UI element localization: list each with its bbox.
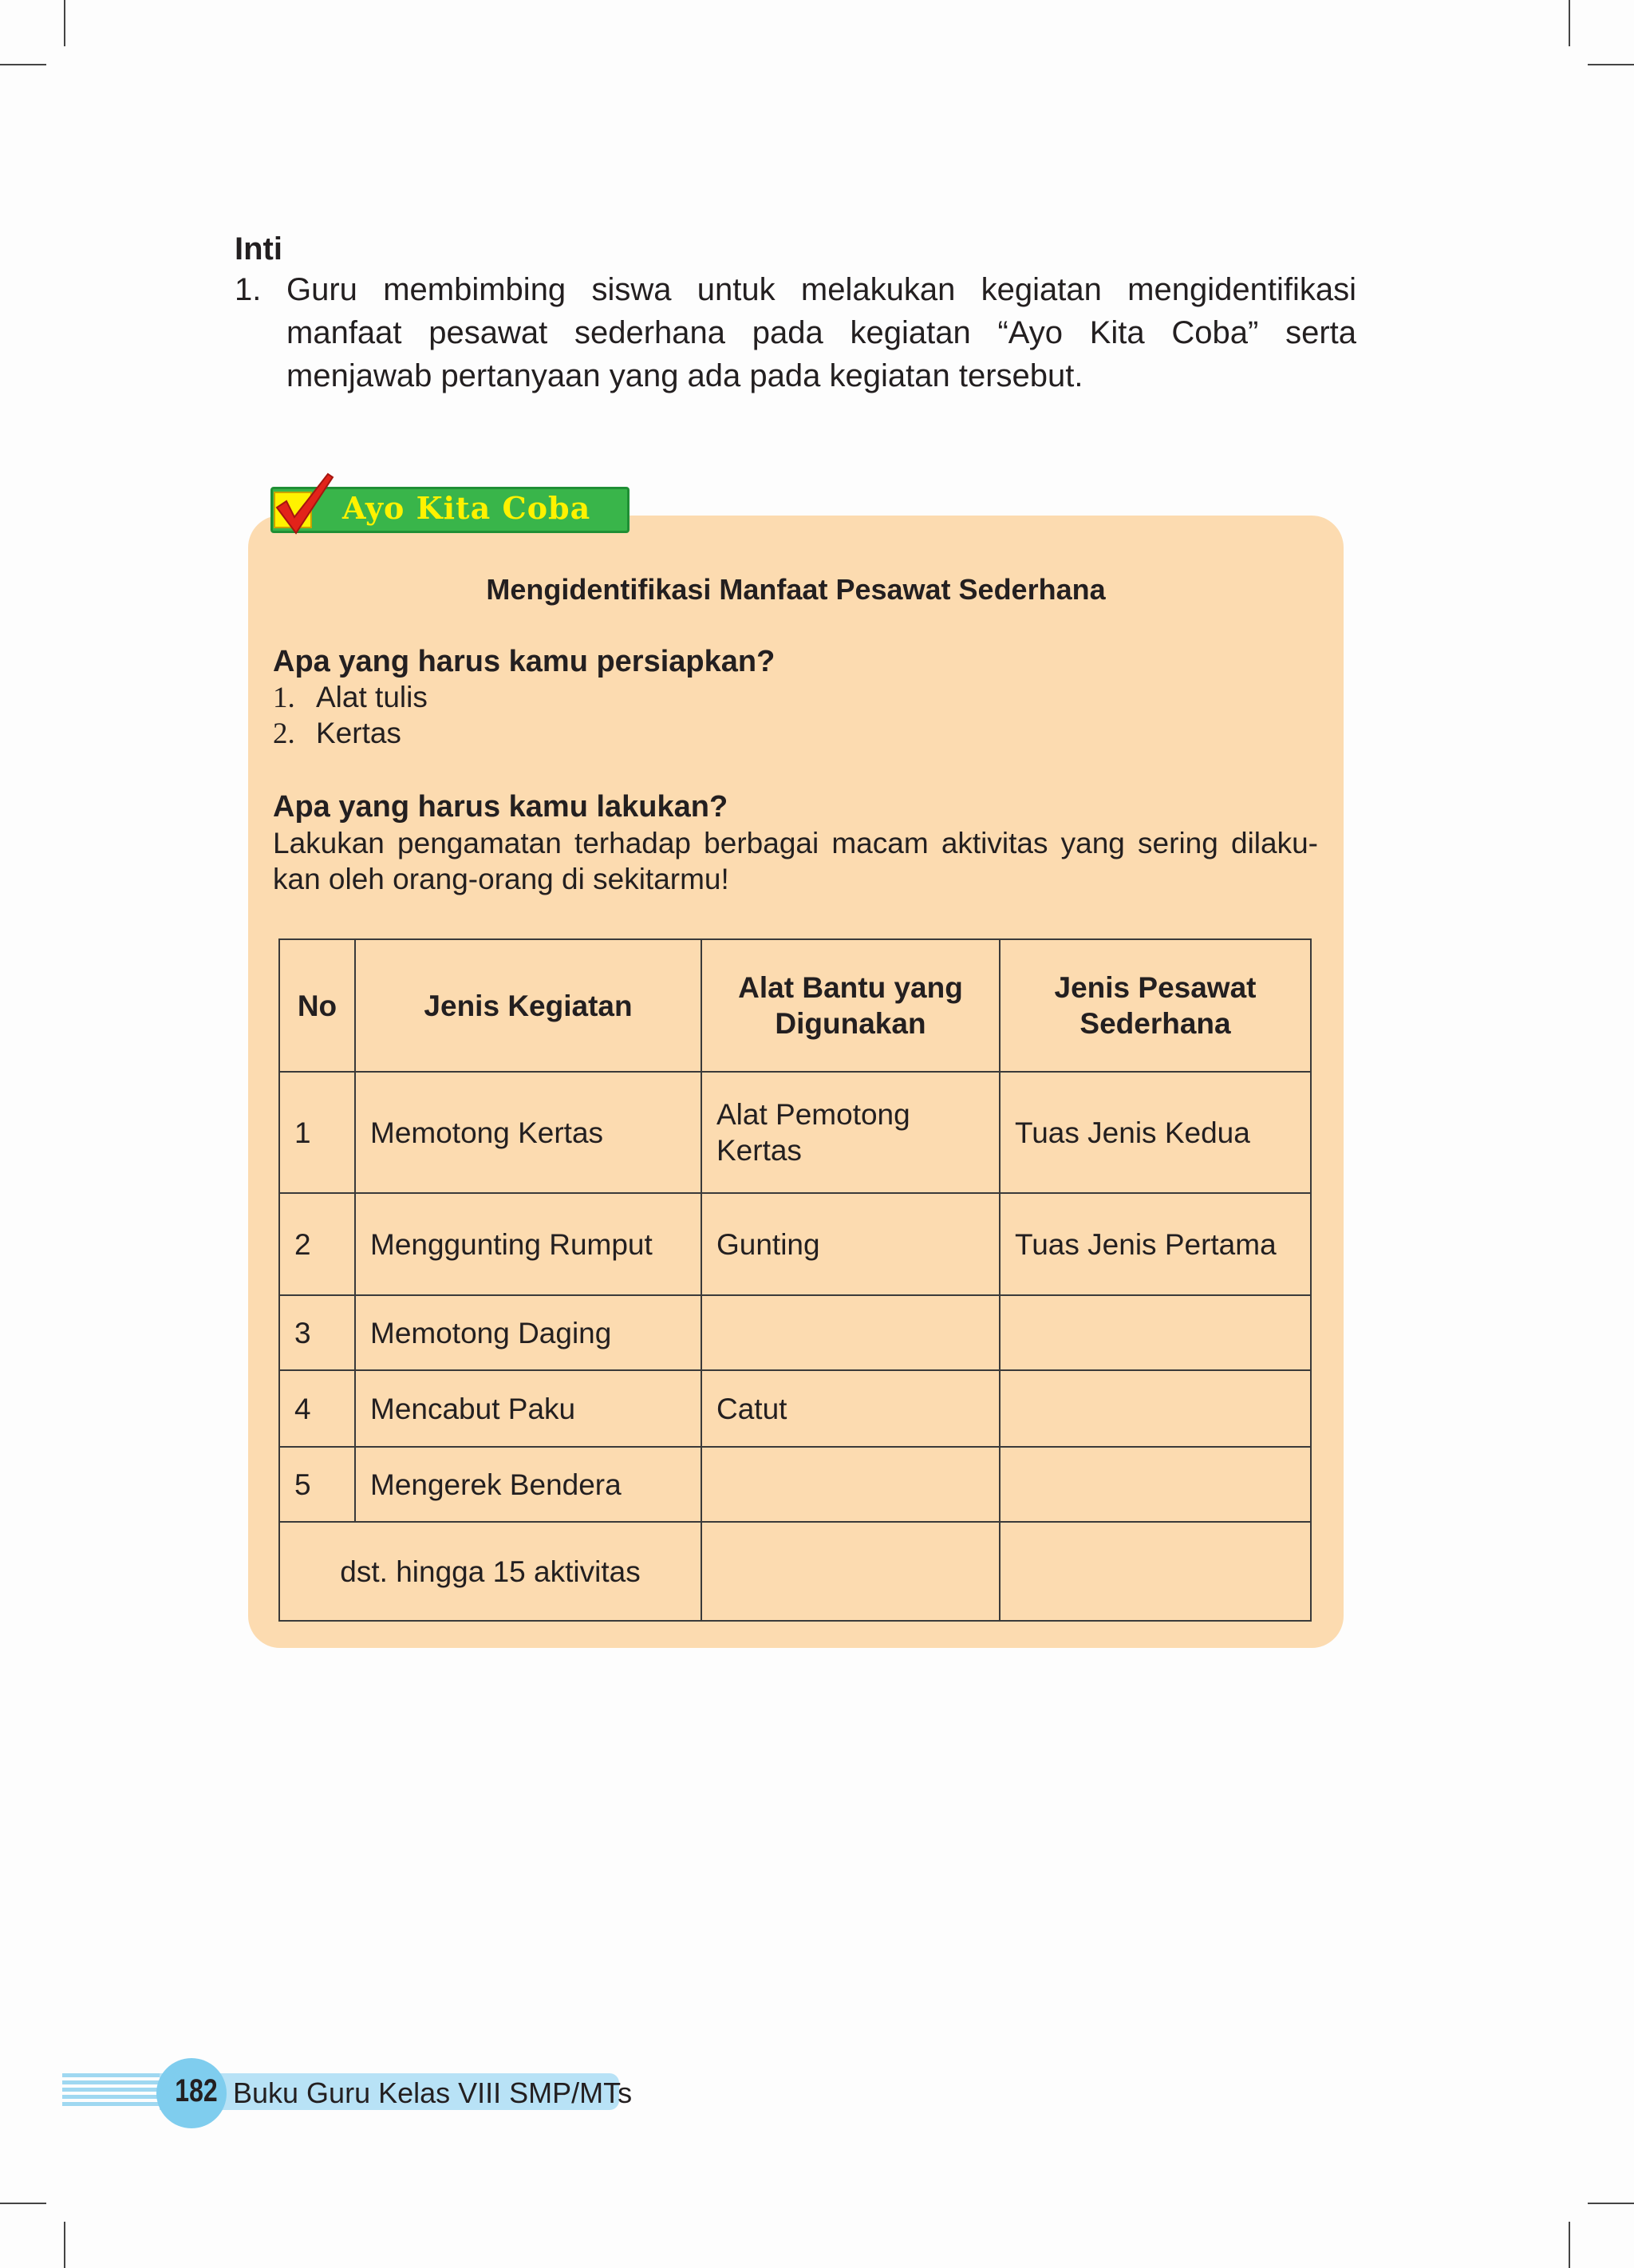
table-cell: [701, 1447, 1000, 1522]
prepare-item-number: 1.: [273, 682, 295, 714]
table-header: Jenis Pesawat Sederhana: [1000, 939, 1311, 1072]
table-cell: [1000, 1370, 1311, 1447]
book-title: Buku Guru Kelas VIII SMP/MTs: [233, 2076, 633, 2109]
section-title: Inti: [235, 231, 282, 267]
table-row: [279, 1522, 1311, 1621]
crop-mark: [1569, 0, 1570, 46]
intro-text: Guru membimbing siswa untuk melakukan kegiatan mengidentifikasi manfaat pesawat sederhana pada kegiatan “Ayo Kita Coba” serta menjawab pertanyaan yang ada pada kegiatan tersebut.: [286, 272, 1356, 393]
table-row: [279, 1295, 1311, 1370]
table-cell: Catut: [701, 1370, 1000, 1447]
activity-title: Mengidentifikasi Manfaat Pesawat Sederhana: [486, 573, 1106, 606]
prepare-item-label: Alat tulis: [316, 681, 428, 713]
crop-mark: [0, 64, 46, 65]
crop-mark: [1588, 64, 1634, 65]
table-cell: Tuas Jenis Kedua: [1000, 1072, 1311, 1193]
table-header: No: [279, 939, 355, 1072]
crop-mark: [64, 0, 65, 46]
table-cell: Mencabut Paku: [355, 1370, 701, 1447]
table-cell: 4: [279, 1370, 355, 1447]
intro-number: 1.: [235, 272, 262, 307]
table-cell: Memotong Daging: [355, 1295, 701, 1370]
crop-mark: [0, 2203, 46, 2204]
crop-mark: [64, 2222, 65, 2268]
table-cell: Menggunting Rumput: [355, 1193, 701, 1295]
table-cell: Gunting: [701, 1193, 1000, 1295]
crop-mark: [1588, 2203, 1634, 2204]
prepare-item: [273, 717, 401, 751]
crop-mark: [1569, 2222, 1570, 2268]
table-cell: 1: [279, 1072, 355, 1193]
table-cell: 2: [279, 1193, 355, 1295]
table-row: [279, 1072, 1311, 1193]
table-cell: Alat Pemotong Kertas: [701, 1072, 1000, 1193]
table-row: [279, 1193, 1311, 1295]
table-row: [279, 1370, 1311, 1447]
table-header: Alat Bantu yang Digunakan: [701, 939, 1000, 1072]
do-heading: Apa yang harus kamu lakukan?: [273, 790, 728, 824]
table-cell: [701, 1522, 1000, 1621]
prepare-item-label: Kertas: [316, 717, 401, 749]
table-cell: [701, 1295, 1000, 1370]
page-number: 182: [175, 2073, 218, 2108]
checkmark-icon: [272, 472, 336, 536]
table-header: Jenis Kegiatan: [355, 939, 701, 1072]
table-row: [279, 1447, 1311, 1522]
table-cell: 5: [279, 1447, 355, 1522]
prepare-item-number: 2.: [273, 717, 295, 750]
activity-badge: [270, 472, 630, 536]
table-cell: [1000, 1295, 1311, 1370]
table-cell: Mengerek Bendera: [355, 1447, 701, 1522]
do-text: Lakukan pengamatan terhadap berbagai macam aktivitas yang sering dilaku-kan oleh orang-orang di sekitarmu!: [273, 827, 1318, 895]
prepare-heading: Apa yang harus kamu persiapkan?: [273, 645, 776, 678]
badge-label: Ayo Kita Coba: [342, 490, 591, 526]
activity-table: [278, 938, 1312, 1622]
table-cell: [1000, 1522, 1311, 1621]
table-cell: 3: [279, 1295, 355, 1370]
table-cell: Tuas Jenis Pertama: [1000, 1193, 1311, 1295]
intro-list: [235, 268, 1356, 397]
table-cell: [1000, 1447, 1311, 1522]
table-header-row: [279, 939, 1311, 1072]
prepare-item: [273, 681, 428, 715]
table-footer-note: dst. hingga 15 aktivitas: [279, 1522, 701, 1621]
table-cell: Memotong Kertas: [355, 1072, 701, 1193]
